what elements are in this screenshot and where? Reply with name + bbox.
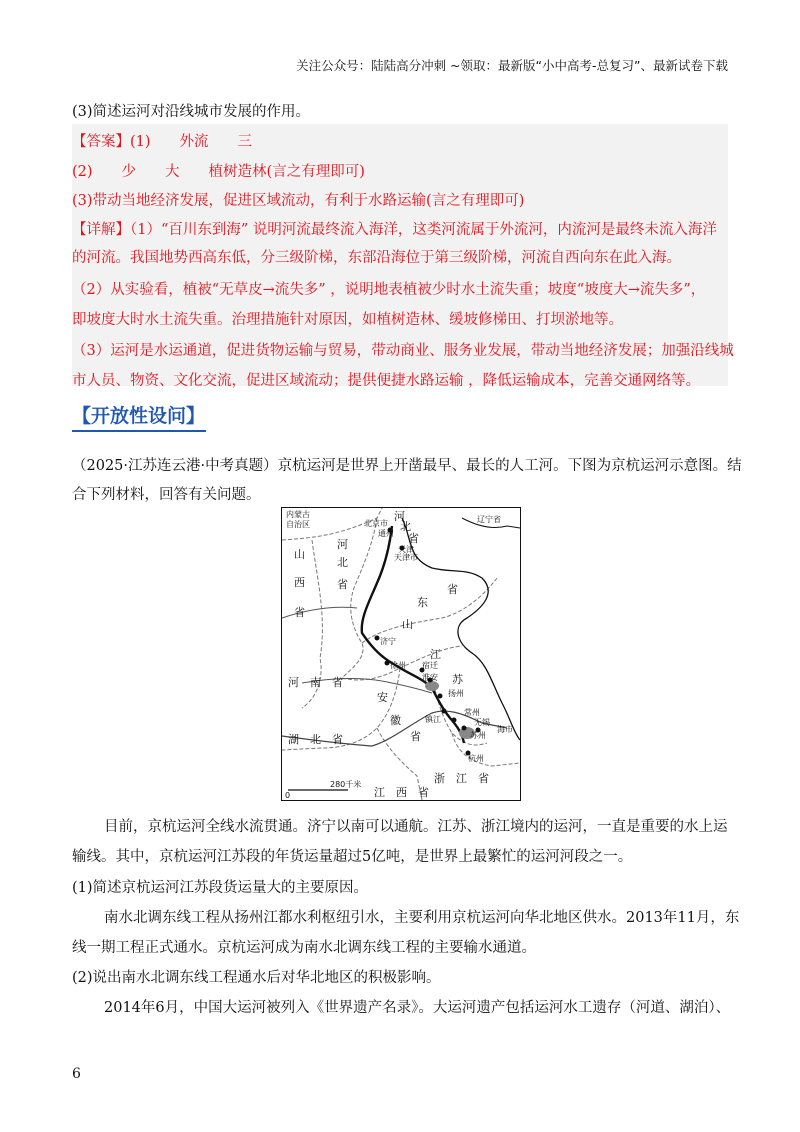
label-zhejiang: 浙 江 省 [434,772,489,785]
detail-line-1: 【详解】（1）“百川东到海” 说明河流最终流入海洋，这类河流属于外流河，内流河是最终未流入海洋 [72,222,717,238]
label-zizhiqu: 自治区 [286,520,310,529]
hongze-lake [425,681,439,691]
para2-line2: 线一期工程正式通水。京杭运河成为南水北调东线工程的主要输水通道。 [72,940,536,956]
label-beijing: 北京市 [364,519,388,528]
para2-line1: 南水北调东线工程从扬州江都水利枢纽引水，主要利用京杭运河向华北地区供水。2013年11月，东 [104,910,740,926]
label-shandong-shan: 山 [402,618,413,631]
scale-zero: 0 [285,791,291,800]
answer-line-2: (2) 少 大 植树造林(言之有理即可) [72,164,365,180]
label-yangzhou: 扬州 [448,689,464,698]
label-changzhou: 常州 [464,708,480,717]
label-huaian: 淮安 [422,673,438,682]
label-hebei-he: 河 [337,538,348,551]
intro-line-2: 合下列材料，回答有关问题。 [72,487,261,503]
para3-line1: 2014年6月，中国大运河被列入《世界遗产名录》。大运河遗产包括运河水工遗存（河道、湖泊）、 [104,1000,731,1016]
label-neimenggu: 内蒙古 [286,510,310,519]
label-an: 安 [377,691,388,704]
label-sheng-top: 省 [408,532,419,545]
question-3: (3)简述运河对沿线城市发展的作用。 [72,104,311,120]
question-1: (1)简述京杭运河江苏段货运量大的主要原因。 [72,880,369,896]
label-anhui-sheng: 省 [410,730,421,743]
para1-line1: 目前，京杭运河全线水流贯通。济宁以南可以通航。江苏、浙江境内的运河，一直是重要的水上运 [104,819,728,835]
section-title: 【开放性设问】 [72,401,206,432]
label-bei-top: 北 [400,520,411,533]
detail-line-3: （2）从实验看，植被“无草皮→流失多” ，说明地表植被少时水土流失重；坡度“坡度大→流失多”， [72,282,706,298]
page-number: 6 [72,1066,81,1082]
answer-line-3: (3)带动当地经济发展，促进区域流动，有利于水路运输(言之有理即可) [72,193,525,209]
label-hui: 徽 [390,714,401,727]
coastline [402,518,520,740]
label-jining: 济宁 [380,637,396,646]
label-shanghai: 海市 [497,725,513,734]
label-liaoning: 辽宁省 [477,515,501,524]
label-tianjinshi: 天津市 [394,553,418,562]
para1-line2: 输线。其中，京杭运河江苏段的年货运量超过5亿吨，是世界上最繁忙的运河河段之一。 [72,849,633,865]
question-2: (2)说出南水北调东线工程通水后对华北地区的积极影响。 [72,970,441,986]
label-su: 苏 [452,673,463,686]
detail-line-5: （3）运河是水运通道，促进货物运输与贸易，带动商业、服务业发展，带动当地经济发展；加强沿线城 [72,343,734,359]
label-tianjin: 天津 [398,545,414,554]
label-hebei-bei: 北 [337,556,348,569]
label-hangzhou: 杭州 [468,754,484,763]
detail-line-6: 市人员、物资、文化交流，促进区域流动；提供便捷水路运输 ，降低运输成本，完善交通网络等。 [72,373,701,389]
intro-line-1: （2025·江苏连云港·中考真题）京杭运河是世界上开凿最早、最长的人工河。下图为京杭运河示意图。结 [72,458,742,474]
label-jiangxi: 江 西 省 [374,786,429,799]
label-he-top: 河 [394,510,405,523]
label-xi: 西 [294,576,305,589]
detail-line-4: 即坡度大时水土流失重。治理措施针对原因，如植树造林、缓坡修梯田、打坝淤地等。 [72,312,623,328]
label-xuzhou: 徐州 [390,661,406,670]
scale-label: 280千米 [330,780,362,789]
label-suzhou: 苏州 [470,731,486,740]
page-header: 关注公众号：陆陆高分冲刺 ~领取：最新版“小中高考-总复习”、最新试卷下载 [296,58,728,73]
label-zhenjiang: 镇江 [425,715,441,724]
label-sheng-shanxi: 省 [294,606,305,619]
grand-canal-map [281,507,521,801]
label-shan: 山 [294,548,305,561]
label-hubei: 湖 北 省 [288,733,343,746]
label-henan: 河 南 省 [288,676,343,689]
label-shandong-dong: 东 [417,596,428,609]
label-jiang: 江 [430,648,441,661]
label-shandong-sheng: 省 [447,583,458,596]
answer-line-1: 【答案】(1) 外流 三 [72,134,253,150]
label-suqian: 宿迁 [422,661,438,670]
label-wuxi: 无锡 [474,718,490,727]
label-tongzhou: 通州 [378,529,394,538]
label-hebei-sheng: 省 [337,578,348,591]
map-svg [282,508,520,800]
detail-line-2: 的河流。我国地势西高东低，分三级阶梯，东部沿海位于第三级阶梯，河流自西向东在此入海。 [72,250,681,266]
